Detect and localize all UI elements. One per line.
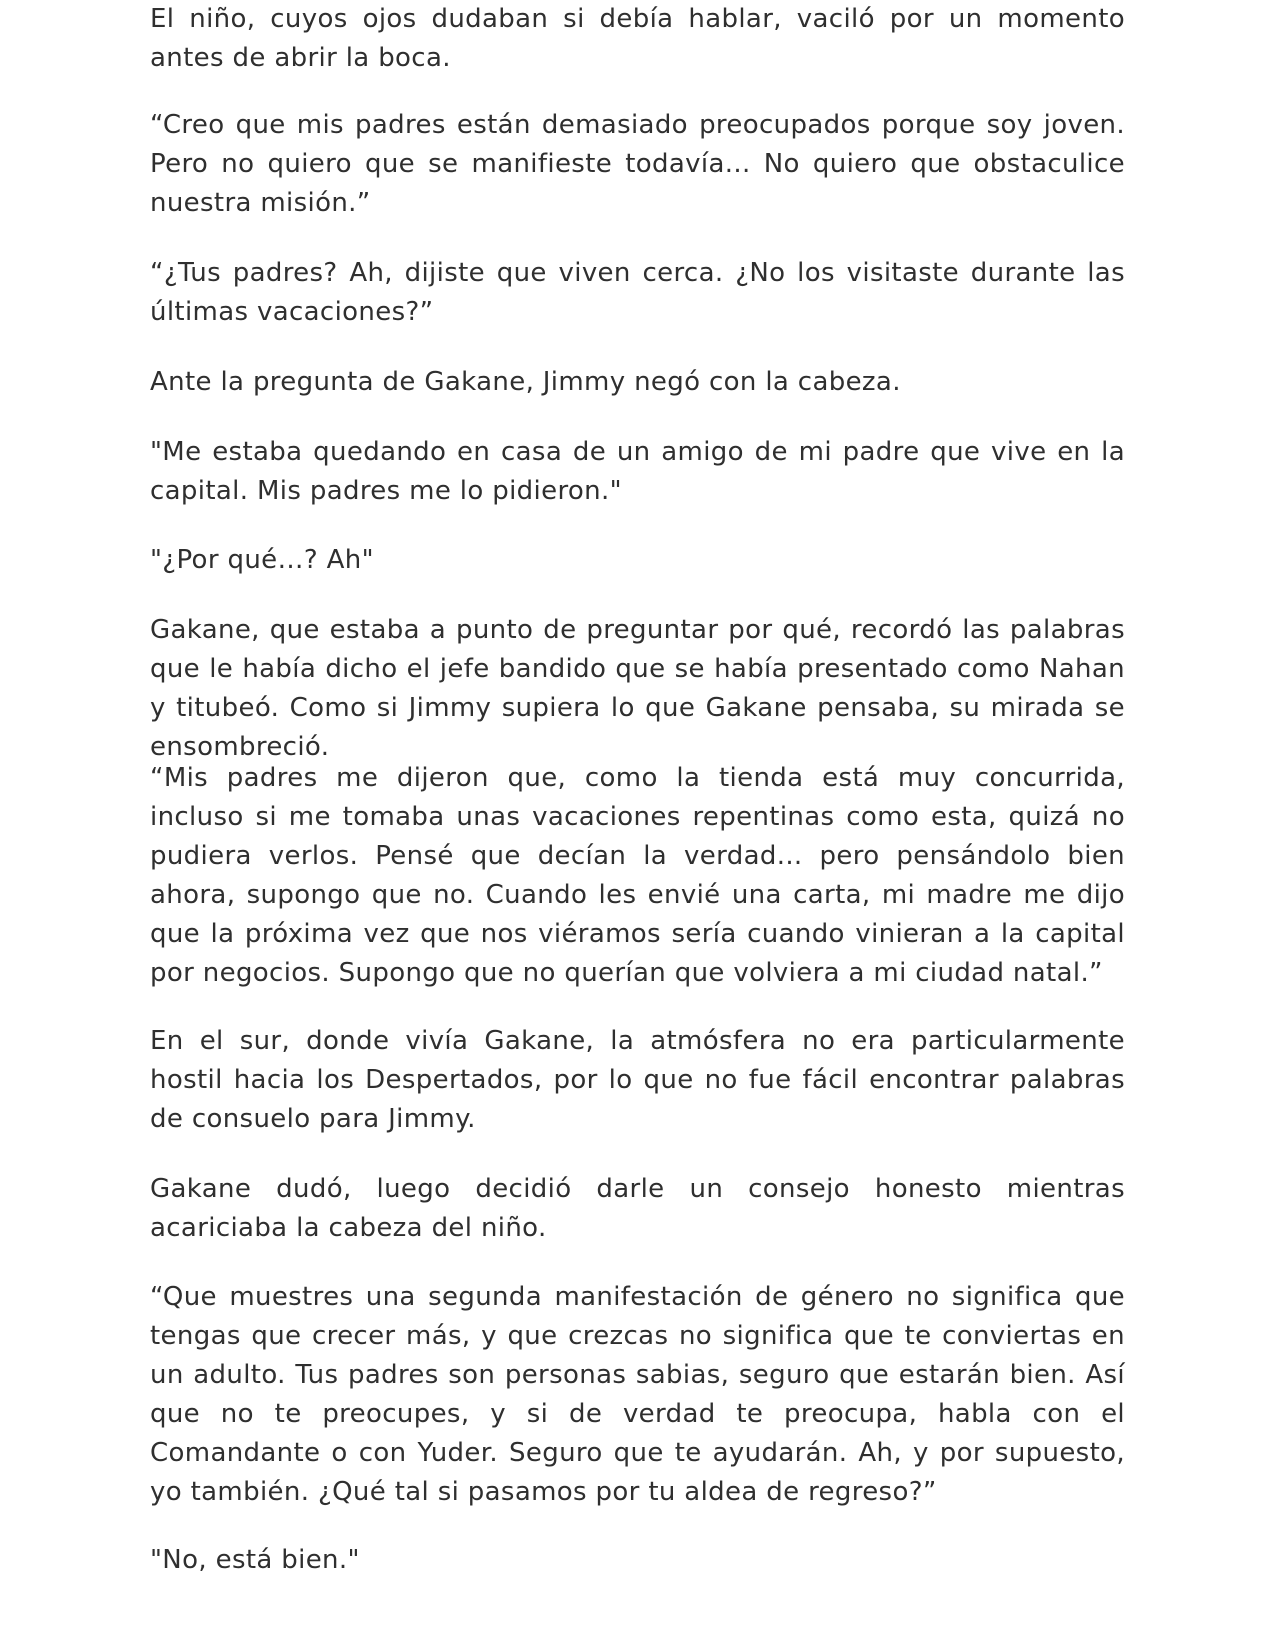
paragraph: Gakane, que estaba a punto de preguntar por qué, recordó las palabras que le había dicho el jefe bandido que se había presentado como Nahan y titubeó. Como si Jimmy supiera lo que Gakane pensaba, su mirada se ensombreció. bbox=[150, 615, 1125, 762]
paragraph: El niño, cuyos ojos dudaban si debía hablar, vaciló por un momento antes de abrir la boca. bbox=[150, 4, 1125, 73]
paragraph: "¿Por qué…? Ah" bbox=[150, 545, 374, 575]
paragraph: “Mis padres me dijeron que, como la tienda está muy concurrida, incluso si me tomaba unas vacaciones repentinas como esta, quizá no pudiera verlos. Pensé que decían la verdad... pero pensándolo bien ahora, supongo que no. Cuando les envié una carta, mi madre me dijo que la próxima vez que nos viéramos sería cuando vinieran a la capital por negocios. Supongo que no querían que volviera a mi ciudad natal.” bbox=[150, 763, 1125, 988]
paragraph: “Que muestres una segunda manifestación de género no significa que tengas que crecer más, y que crezcas no significa que te conviertas en un adulto. Tus padres son personas sabias, seguro que estarán bien. Así que no te preocupes, y si de verdad te preocupa, habla con el Comandante o con Yuder. Seguro que te ayudarán. Ah, y por supuesto, yo también. ¿Qué tal si pasamos por tu aldea de regreso?” bbox=[150, 1282, 1125, 1507]
paragraph: Ante la pregunta de Gakane, Jimmy negó con la cabeza. bbox=[150, 367, 901, 397]
paragraph: En el sur, donde vivía Gakane, la atmósfera no era particularmente hostil hacia los Despertados, por lo que no fue fácil encontrar palabras de consuelo para Jimmy. bbox=[150, 1026, 1125, 1134]
paragraph: “Creo que mis padres están demasiado preocupados porque soy joven. Pero no quiero que se manifieste todavía... No quiero que obstaculice nuestra misión.” bbox=[150, 110, 1125, 218]
paragraph: Gakane dudó, luego decidió darle un consejo honesto mientras acariciaba la cabeza del niño. bbox=[150, 1174, 1125, 1243]
paragraph: “¿Tus padres? Ah, dijiste que viven cerca. ¿No los visitaste durante las últimas vacaciones?” bbox=[150, 258, 1125, 327]
paragraph: "Me estaba quedando en casa de un amigo de mi padre que vive en la capital. Mis padres me lo pidieron." bbox=[150, 437, 1125, 506]
paragraph: "No, está bien." bbox=[150, 1545, 360, 1575]
